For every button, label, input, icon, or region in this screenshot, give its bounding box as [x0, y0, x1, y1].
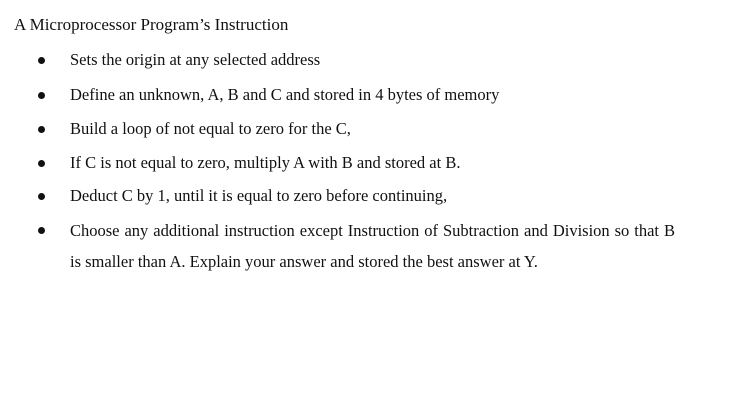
list-item-text: Deduct C by 1, until it is equal to zero before continuing, [70, 186, 448, 205]
bullet-icon [38, 92, 45, 99]
bullet-icon [38, 57, 45, 64]
list-item-text: If C is not equal to zero, multiply A with B and stored at B. [70, 153, 461, 172]
bullet-icon [38, 126, 45, 133]
list-item-text: Sets the origin at any selected address [70, 50, 321, 69]
bullet-icon [38, 227, 45, 234]
list-item-text: Build a loop of not equal to zero for the C, [70, 119, 351, 138]
document-title: A Microprocessor Program’s Instruction [14, 15, 289, 34]
list-item-text: Define an unknown, A, B and C and stored in 4 bytes of memory [70, 85, 500, 104]
list-item-text: Choose any additional instruction except Instruction of Subtraction and Division so that B is smaller than A. Explain your answer and stored the best answer at Y. [70, 221, 675, 271]
bullet-icon [38, 160, 45, 167]
bullet-icon [38, 193, 45, 200]
